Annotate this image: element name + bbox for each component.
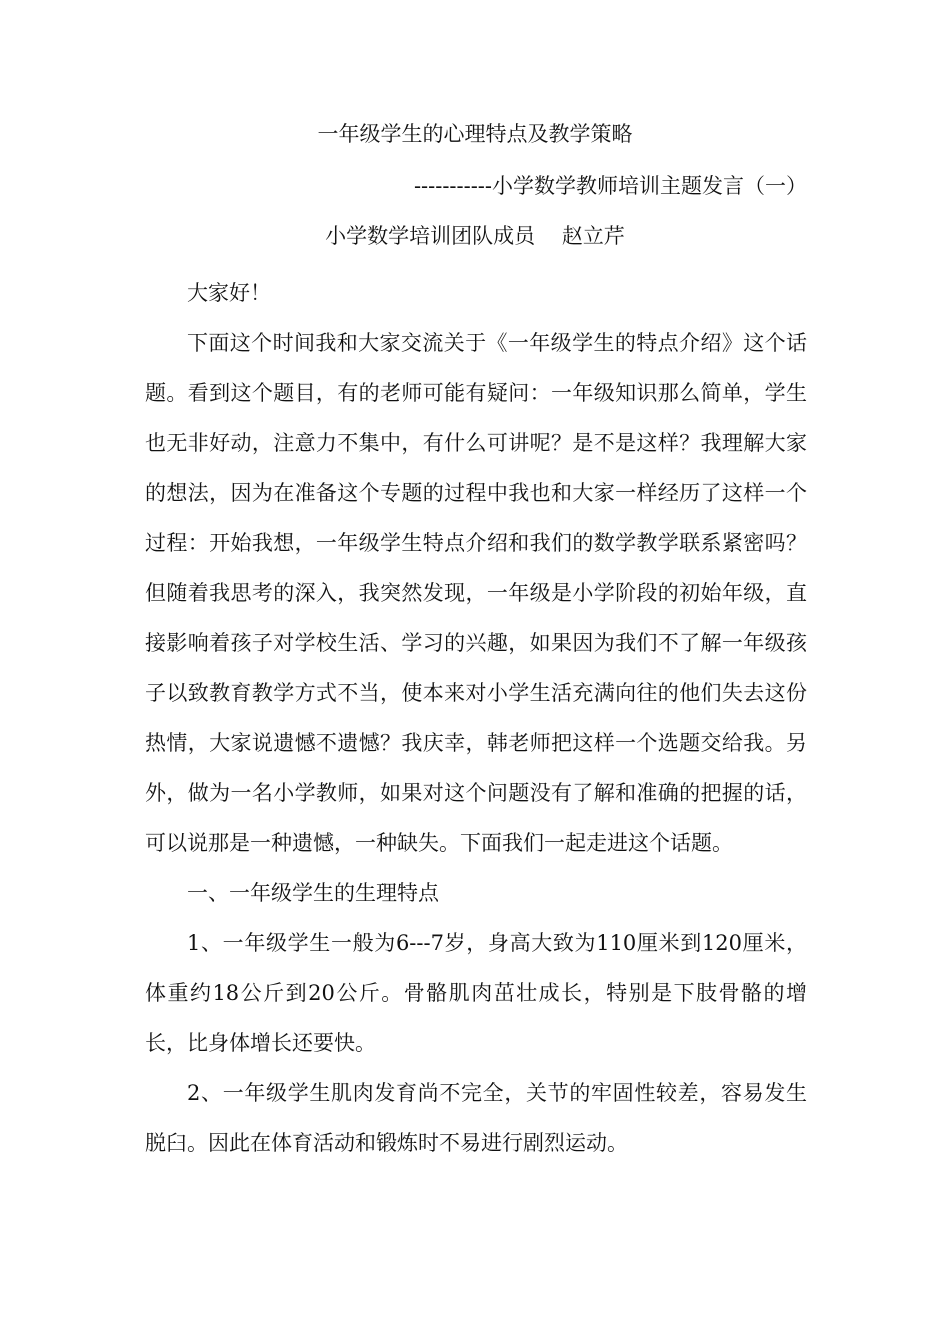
body-paragraph: 2、一年级学生肌肉发育尚不完全，关节的牢固性较差，容易发生脱臼。因此在体育活动和锻炼时不易进行剧烈运动。 <box>145 1081 807 1155</box>
greeting-paragraph: 大家好！ <box>187 281 271 305</box>
document-body <box>145 268 807 1168</box>
section-heading: 一、一年级学生的生理特点 <box>187 881 439 905</box>
document-subtitle: -----------小学数学教师培训主题发言（一） <box>413 174 807 198</box>
intro-paragraph: 下面这个时间我和大家交流关于《一年级学生的特点介绍》这个话题。看到这个题目，有的老师可能有疑问：一年级知识那么简单，学生也无非好动，注意力不集中，有什么可讲呢？是不是这样？我理解大家的想法，因为在准备这个专题的过程中我也和大家一样经历了这样一个过程：开始我想，一年级学生特点介绍和我们的数学教学联系紧密吗？但随着我思考的深入，我突然发现，一年级是小学阶段的初始年级，直接影响着孩子对学校生活、学习的兴趣，如果因为我们不了解一年级孩子以致教育教学方式不当，使本来对小学生活充满向往的他们失去这份热情，大家说遗憾不遗憾？我庆幸，韩老师把这样一个选题交给我。另外，做为一名小学教师，如果对这个问题没有了解和准确的把握的话，可以说那是一种遗憾，一种缺失。下面我们一起走进这个话题。 <box>145 331 807 855</box>
document-author: 小学数学培训团队成员 赵立芹 <box>325 224 625 248</box>
body-paragraph: 1、一年级学生一般为6---7岁，身高大致为110厘米到120厘米，体重约18公斤到20公斤。骨骼肌肉茁壮成长，特别是下肢骨骼的增长，比身体增长还要快。 <box>145 931 807 1055</box>
document-title: 一年级学生的心理特点及教学策略 <box>317 122 633 146</box>
